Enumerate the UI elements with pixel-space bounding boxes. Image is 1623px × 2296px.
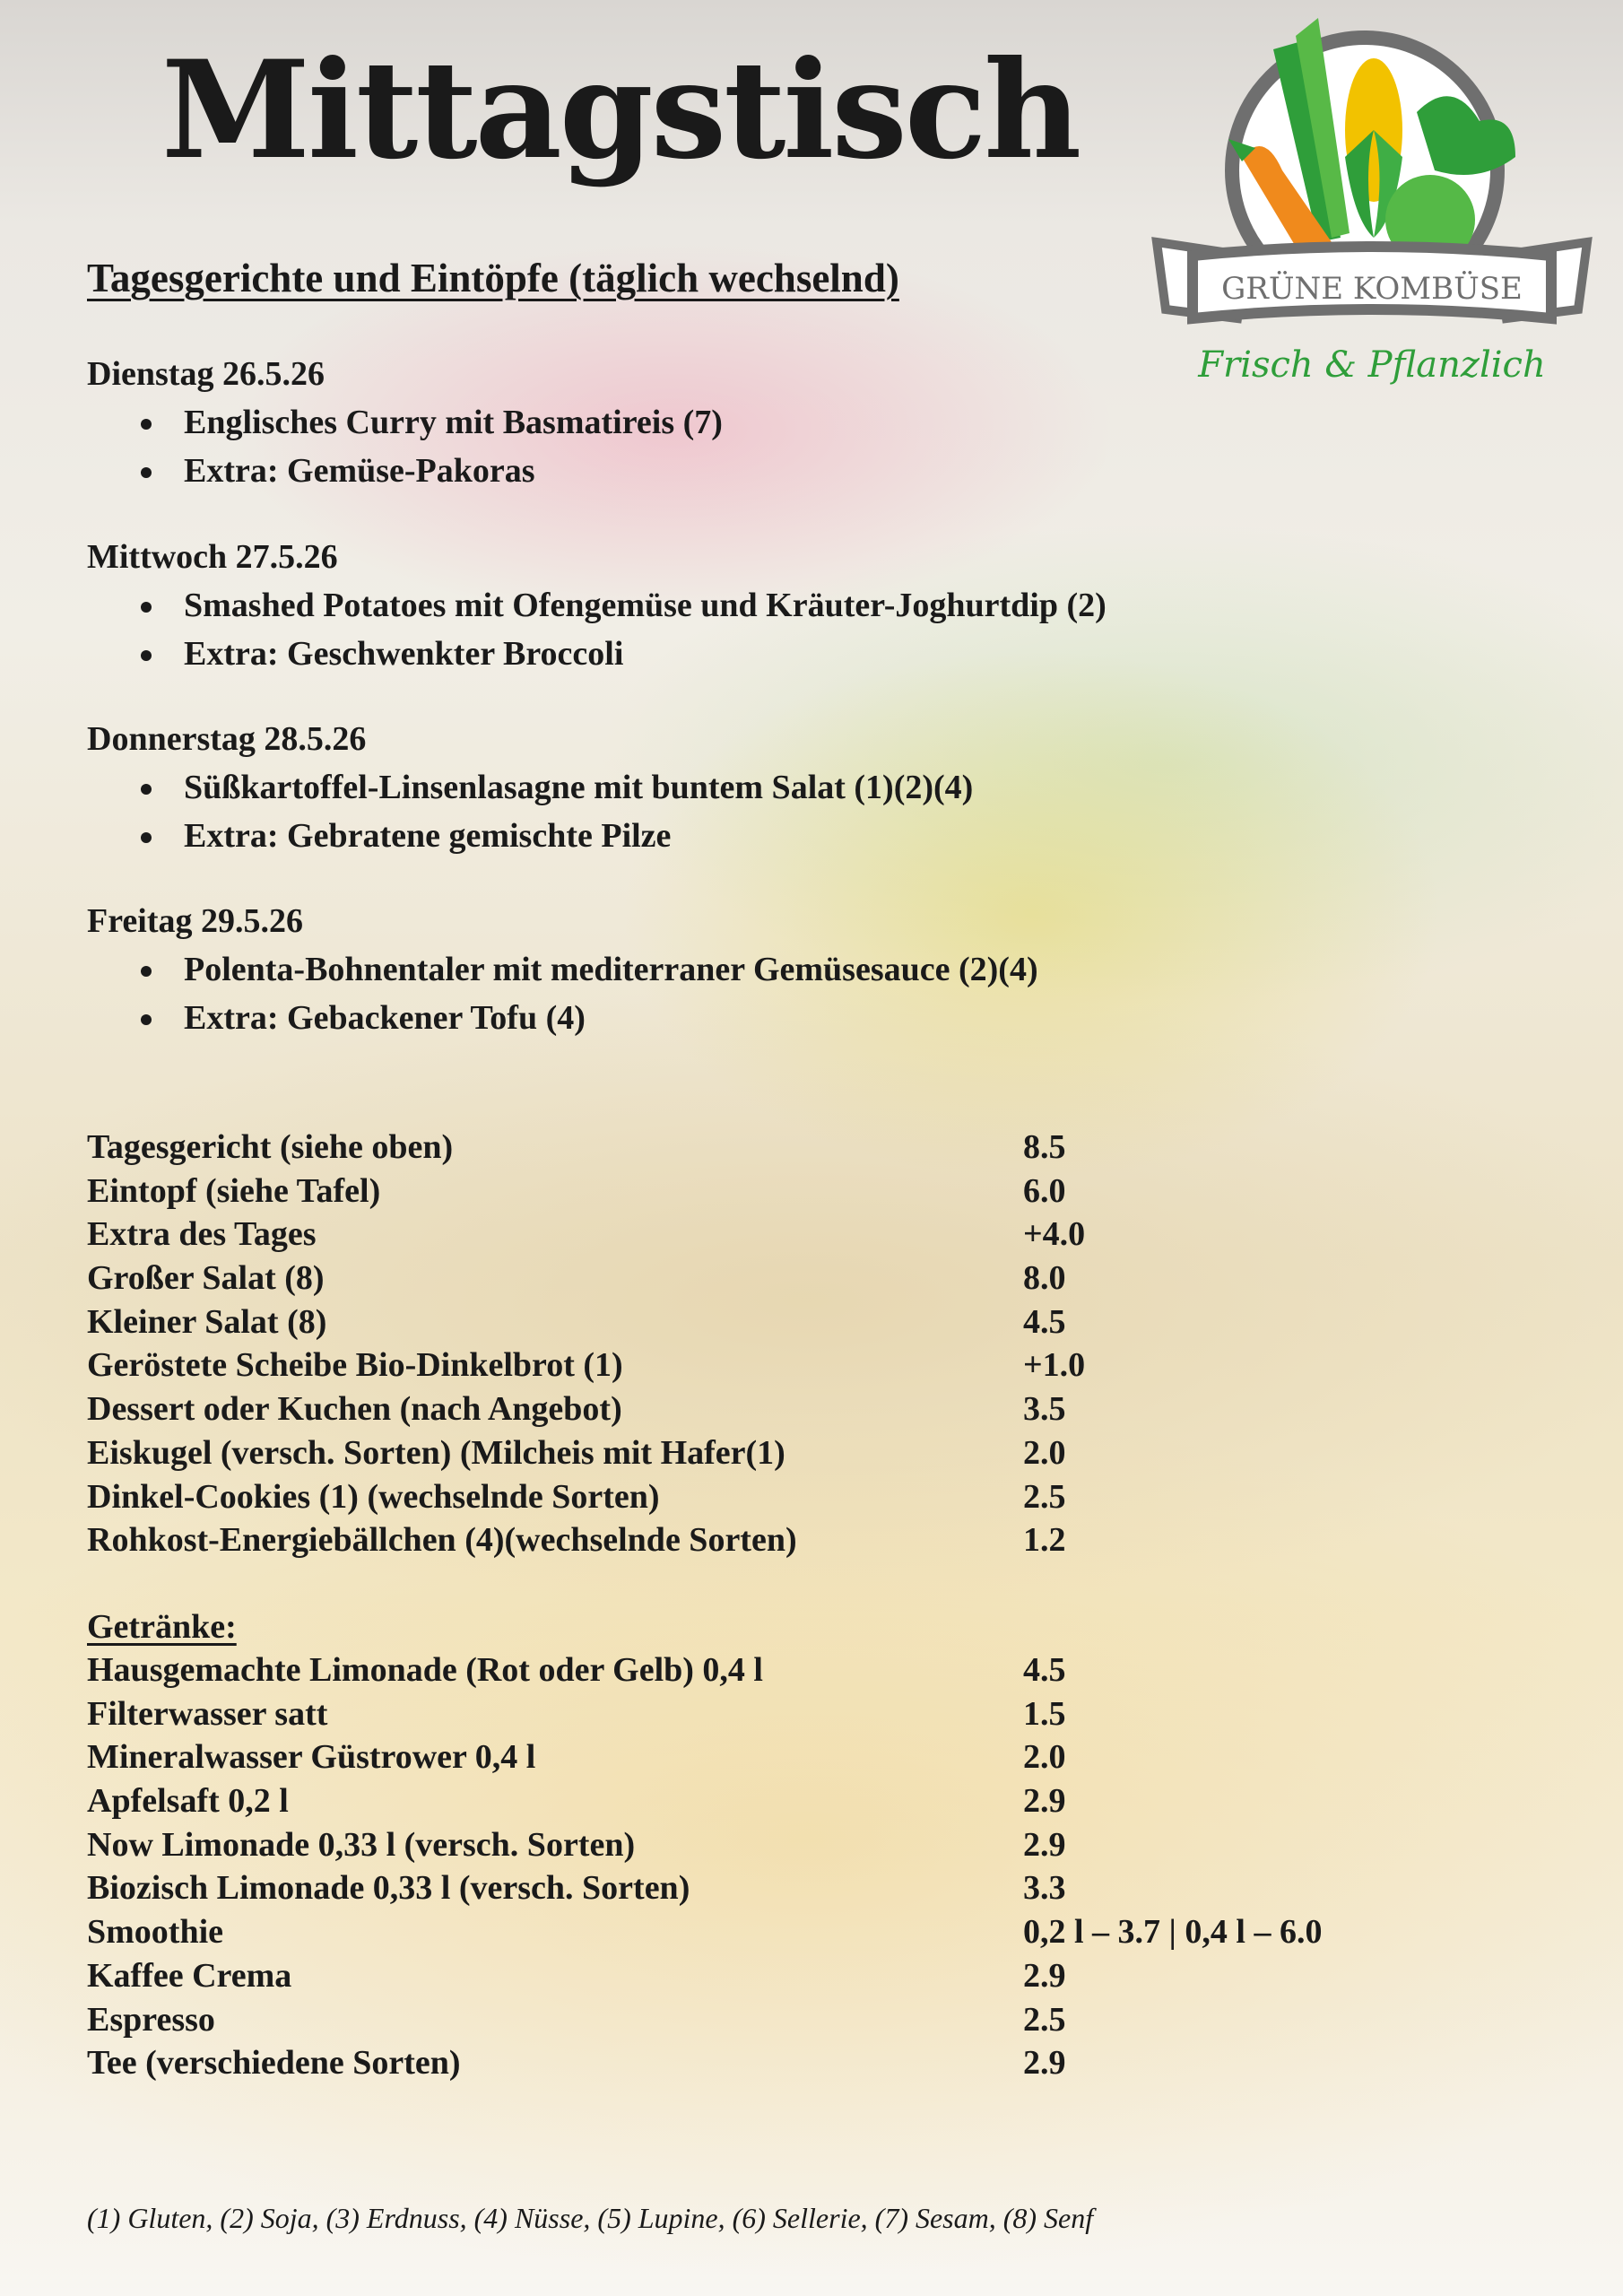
price-item: Großer Salat (8) [87,1259,325,1298]
day-block [87,350,723,495]
day-heading: Donnerstag 28.5.26 [87,720,367,758]
price-value: 6.0 [1023,1171,1066,1210]
logo-graphic [1139,13,1605,408]
price-item: Geröstete Scheibe Bio-Dinkelbrot (1) [87,1346,623,1385]
price-row [87,1866,1066,1910]
day-menu-list [87,581,1107,678]
price-row [87,1518,1066,1562]
price-item: Dessert oder Kuchen (nach Angebot) [87,1390,622,1429]
price-value: 1.2 [1023,1521,1066,1560]
price-item: Mineralwasser Güstrower 0,4 l [87,1738,536,1777]
day-menu-list [87,763,973,860]
price-value: 8.5 [1023,1128,1066,1166]
drinks-price-list [87,1605,1323,2085]
price-row [87,1300,1066,1344]
price-item: Tagesgericht (siehe oben) [87,1128,454,1166]
food-price-list [87,1126,1086,1562]
price-row [87,1126,1066,1170]
menu-item: Extra: Gebratene gemischte Pilze [184,812,973,860]
price-value: 2.9 [1023,1956,1066,1995]
price-row [87,1431,1066,1475]
price-value: 4.5 [1023,1651,1066,1689]
price-row [87,1648,1066,1692]
logo-slogan: Frisch & Pflanzlich [1198,344,1546,386]
menu-item: Englisches Curry mit Basmatireis (7) [184,398,723,447]
page-title: Mittagstisch [161,31,1080,189]
price-value: 1.5 [1023,1694,1066,1733]
menu-item: Süßkartoffel-Linsenlasagne mit buntem Salat (1)(2)(4) [184,763,973,812]
price-value: 3.5 [1023,1390,1066,1429]
restaurant-logo [1139,13,1605,408]
price-row [87,1257,1066,1300]
price-value: +1.0 [1023,1346,1086,1385]
menu-item: Extra: Gemüse-Pakoras [184,447,723,495]
day-block [87,715,973,860]
day-block [87,897,1038,1042]
price-value: 8.0 [1023,1259,1066,1298]
price-item: Kleiner Salat (8) [87,1302,327,1341]
menu-item: Polenta-Bohnentaler mit mediterraner Gemüsesauce (2)(4) [184,945,1038,994]
menu-item: Smashed Potatoes mit Ofengemüse und Kräuter-Joghurtdip (2) [184,581,1107,630]
day-heading: Freitag 29.5.26 [87,902,303,940]
price-row [87,1998,1066,2042]
price-item: Kaffee Crema [87,1956,292,1995]
day-menu-list [87,398,723,495]
price-value: 2.0 [1023,1433,1066,1472]
price-value: 4.5 [1023,1302,1066,1341]
price-item: Eiskugel (versch. Sorten) (Milcheis mit Hafer(1) [87,1433,785,1472]
price-item: Tee (verschiedene Sorten) [87,2044,461,2083]
price-value: +4.0 [1023,1215,1086,1254]
price-value: 3.3 [1023,1869,1066,1908]
price-item: Smoothie [87,1913,223,1952]
day-menu-list [87,945,1038,1042]
menu-item: Extra: Geschwenkter Broccoli [184,630,1107,678]
menu-item: Extra: Gebackener Tofu (4) [184,994,1038,1042]
page-subtitle: Tagesgerichte und Eintöpfe (täglich wechselnd) [87,256,899,300]
drinks-heading: Getränke: [87,1608,237,1646]
price-item: Filterwasser satt [87,1694,328,1733]
price-item: Dinkel-Cookies (1) (wechselnde Sorten) [87,1477,660,1516]
price-value: 0,2 l – 3.7 | 0,4 l – 6.0 [1023,1913,1323,1952]
price-item: Biozisch Limonade 0,33 l (versch. Sorten) [87,1869,690,1908]
price-row [87,1692,1066,1736]
price-value: 2.9 [1023,1825,1066,1864]
price-item: Rohkost-Energiebällchen (4)(wechselnde Sorten) [87,1521,797,1560]
price-row [87,1910,1323,1954]
allergen-legend: (1) Gluten, (2) Soja, (3) Erdnuss, (4) Nüsse, (5) Lupine, (6) Sellerie, (7) Sesam, (8) Senf [87,2202,1094,2234]
day-block [87,533,1107,678]
price-item: Eintopf (siehe Tafel) [87,1171,381,1210]
price-item: Now Limonade 0,33 l (versch. Sorten) [87,1825,636,1864]
price-item: Espresso [87,2000,215,2039]
price-value: 2.0 [1023,1738,1066,1777]
price-item: Extra des Tages [87,1215,317,1254]
price-row [87,1823,1066,1867]
price-row [87,1170,1066,1213]
price-row [87,1735,1066,1779]
day-heading: Dienstag 26.5.26 [87,355,325,393]
day-heading: Mittwoch 27.5.26 [87,538,338,576]
price-value: 2.5 [1023,2000,1066,2039]
price-item: Apfelsaft 0,2 l [87,1782,289,1821]
price-row [87,1213,1086,1257]
price-row [87,2041,1066,2085]
logo-name: GRÜNE KOMBÜSE [1221,271,1523,307]
price-value: 2.5 [1023,1477,1066,1516]
price-row [87,1344,1086,1387]
price-row [87,1475,1066,1519]
price-row [87,1779,1066,1823]
price-value: 2.9 [1023,1782,1066,1821]
price-row [87,1954,1066,1998]
price-row [87,1387,1066,1431]
price-value: 2.9 [1023,2044,1066,2083]
price-item: Hausgemachte Limonade (Rot oder Gelb) 0,4 l [87,1651,763,1689]
